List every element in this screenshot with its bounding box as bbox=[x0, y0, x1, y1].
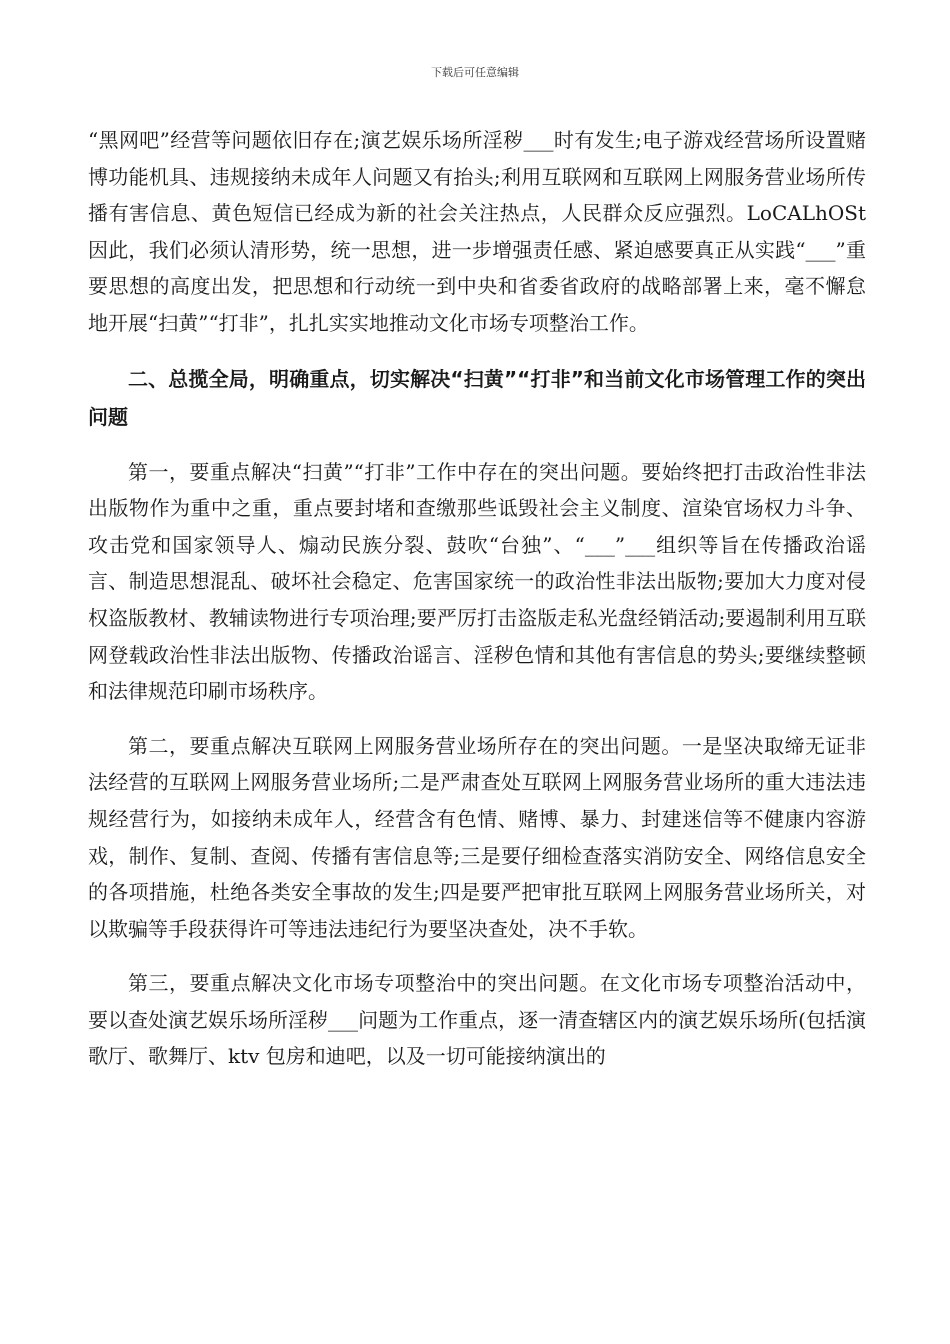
paragraph-second: 第二，要重点解决互联网上网服务营业场所存在的突出问题。一是坚决取缔无证非法经营的互联网上网服务营业场所;二是严肃查处互联网上网服务营业场所的重大违法违规经营行为，如接纳未成年人，经营含有色情、赌博、暴力、封建迷信等不健康内容游戏，制作、复制、查阅、传播有害信息等;三是要仔细检查落实消防安全、网络信息安全的各项措施，杜绝各类安全事故的发生;四是要严把审批互联网上网服务营业场所关，对以欺骗等手段获得许可等违法违纪行为要坚决查处，决不手软。 bbox=[88, 733, 866, 941]
section-heading: 二、总揽全局，明确重点，切实解决“扫黄”“打非”和当前文化市场管理工作的突出问题 bbox=[88, 366, 866, 429]
paragraph-gap bbox=[88, 342, 866, 360]
paragraph-first: 第一，要重点解决“扫黄”“打非”工作中存在的突出问题。要始终把打击政治性非法出版物作为重中之重，重点要封堵和查缴那些诋毁社会主义制度、渲染官场权力斗争、攻击党和国家领导人、煽动民族分裂、鼓吹“台独”、“___”___组织等旨在传播政治谣言、制造思想混乱、破坏社会稳定、危害国家统一的政治性非法出版物;要加大力度对侵权盗版教材、教辅读物进行专项治理;要严厉打击盗版走私光盘经销活动;要遏制利用互联网登载政治性非法出版物、传播政治谣言、淫秽色情和其他有害信息的势头;要继续整顿和法律规范印刷市场秩序。 bbox=[88, 459, 866, 704]
paragraph-third: 第三，要重点解决文化市场专项整治中的突出问题。在文化市场专项整治活动中，要以查处演艺娱乐场所淫秽___问题为工作重点，逐一清查辖区内的演艺娱乐场所(包括演歌厅、歌舞厅、ktv 包房和迪吧，以及一切可能接纳演出的 bbox=[88, 971, 866, 1069]
paragraph-continuation: “黑网吧”经营等问题依旧存在;演艺娱乐场所淫秽___时有发生;电子游戏经营场所设置赌博功能机具、违规接纳未成年人问题又有抬头;利用互联网和互联网上网服务营业场所传播有害信息、黄色短信已经成为新的社会关注热点，人民群众反应强烈。LoCALhOSt 因此，我们必须认清形势，统一思想，进一步增强责任感、紧迫感要真正从实践“___”重要思想的高度出发，把思想和行动统一到中央和省委省政府的战略部署上来，毫不懈怠地开展“扫黄”“打非”，扎扎实实地推动文化市场专项整治工作。 bbox=[88, 128, 866, 335]
header-note: 下载后可任意编辑 bbox=[431, 66, 519, 79]
paragraph-gap bbox=[88, 710, 866, 728]
document-body bbox=[88, 122, 866, 1075]
paragraph-gap bbox=[88, 436, 866, 454]
paragraph-gap bbox=[88, 947, 866, 965]
